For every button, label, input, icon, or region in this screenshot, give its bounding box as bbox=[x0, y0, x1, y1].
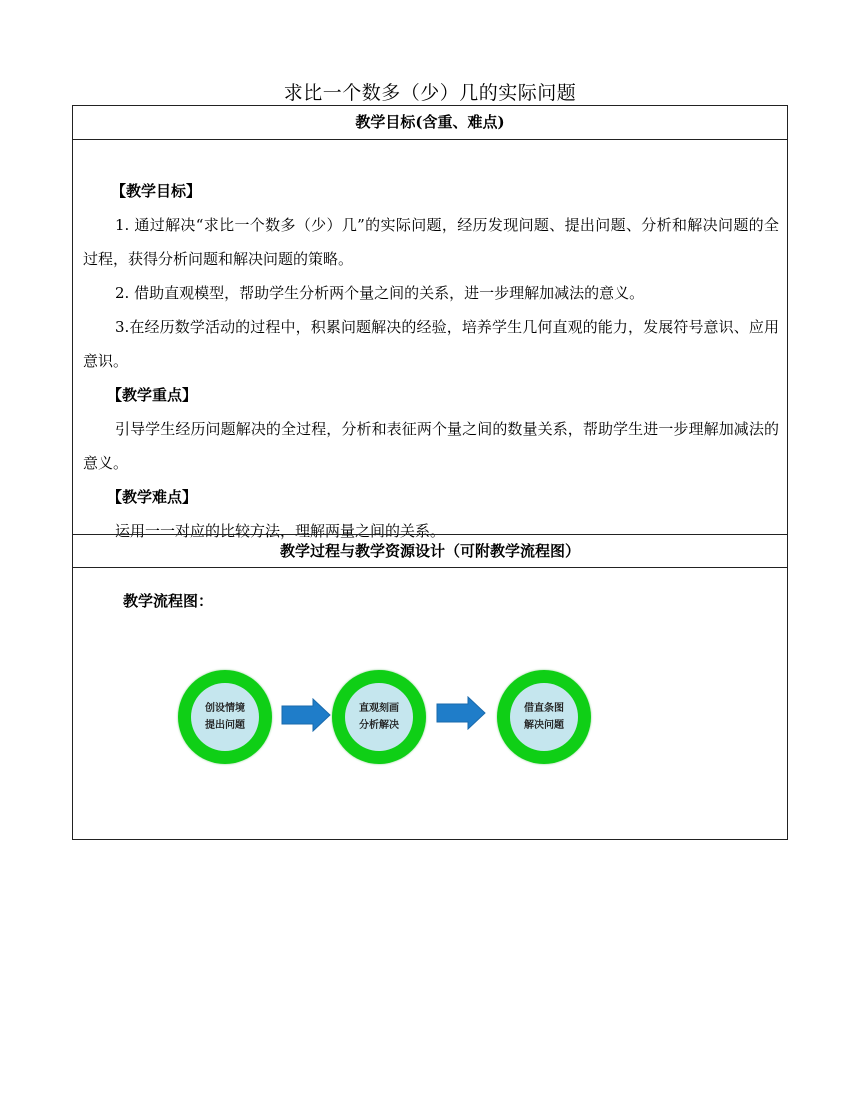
objective-item: 2. 借助直观模型，帮助学生分析两个量之间的关系，进一步理解加减法的意义。 bbox=[115, 284, 645, 302]
lesson-plan-table bbox=[72, 105, 788, 840]
goals-header: 教学目标(含重、难点) bbox=[73, 106, 787, 140]
flow-step-3-line1: 借直条图 bbox=[524, 703, 564, 714]
difficulties-text: 运用一一对应的比较方法，理解两量之间的关系。 bbox=[115, 522, 446, 540]
flow-step-1-inner bbox=[191, 683, 259, 751]
flow-step-2-line2: 分析解决 bbox=[359, 720, 399, 731]
flow-step-2-line1: 直观刻画 bbox=[359, 703, 399, 714]
flow-step-1-line2: 提出问题 bbox=[205, 720, 245, 731]
objective-item: 1. 通过解决“求比一个数多（少）几”的实际问题，经历发现问题、提出问题、分析和解决问题的全过程，获得分析问题和解决问题的策略。 bbox=[83, 216, 779, 268]
difficulties-title: 【教学难点】 bbox=[107, 488, 198, 506]
goals-body bbox=[73, 140, 787, 540]
flow-step-3 bbox=[497, 670, 591, 764]
document-title: 求比一个数多（少）几的实际问题 bbox=[283, 82, 577, 104]
objective-item: 3.在经历数学活动的过程中，积累问题解决的经验，培养学生几何直观的能力，发展符号意识、应用意识。 bbox=[83, 318, 779, 370]
key-points-text: 引导学生经历问题解决的全过程，分析和表征两个量之间的数量关系，帮助学生进一步理解加减法的意义。 bbox=[83, 420, 779, 472]
arrow-right-icon bbox=[281, 698, 331, 732]
flow-step-3-inner bbox=[510, 683, 578, 751]
key-points-title: 【教学重点】 bbox=[107, 386, 198, 404]
process-header: 教学过程与教学资源设计（可附教学流程图） bbox=[73, 534, 787, 568]
flow-step-2-inner bbox=[345, 683, 413, 751]
objectives-title: 【教学目标】 bbox=[111, 182, 202, 200]
flow-step-2 bbox=[332, 670, 426, 764]
flowchart-label: 教学流程图： bbox=[123, 592, 214, 610]
arrow-right-icon bbox=[436, 696, 486, 730]
flow-step-1 bbox=[178, 670, 272, 764]
process-body bbox=[73, 568, 787, 839]
flow-step-1-line1: 创设情境 bbox=[205, 703, 245, 714]
flow-step-3-line2: 解决问题 bbox=[524, 720, 564, 731]
